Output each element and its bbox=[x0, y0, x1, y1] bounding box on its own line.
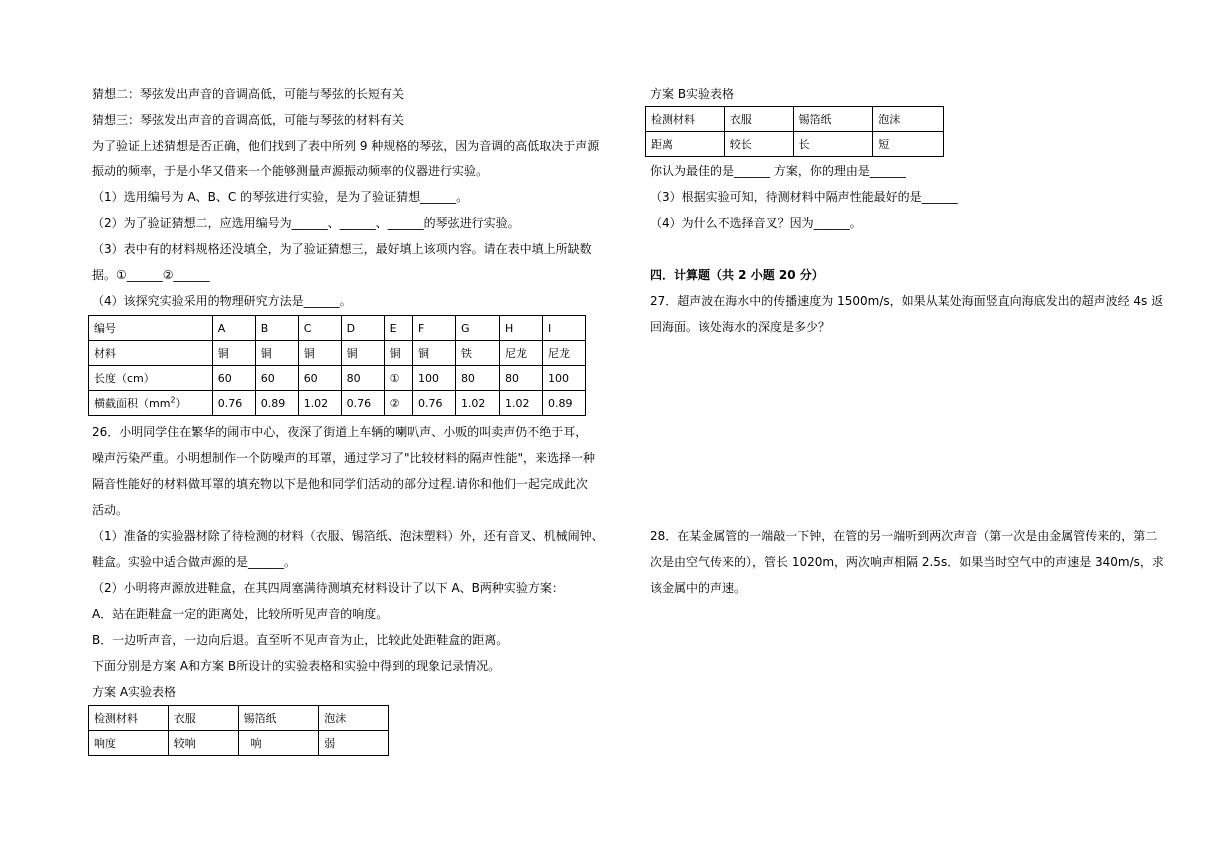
table-cell: 80 bbox=[341, 366, 384, 391]
table-cell: 检测材料 bbox=[646, 107, 725, 132]
question-2: （2）为了验证猜想二，应选用编号为______、______、______的琴弦进行实验。 bbox=[92, 216, 520, 230]
problem-26-q1-line-2: 鞋盒。实验中适合做声源的是______。 bbox=[92, 555, 297, 569]
table-cell: 铜 bbox=[384, 341, 412, 366]
table-cell: 衣服 bbox=[168, 706, 238, 731]
table-cell: E bbox=[384, 316, 412, 341]
problem-27-line-1: 27．超声波在海水中的传播速度为 1500m/s，如果从某处海面竖直向海底发出的超声波经 4s 返 bbox=[650, 294, 1164, 308]
table-cell: B bbox=[255, 316, 298, 341]
intro-line-2: 振动的频率，于是小华又借来一个能够测量声源振动频率的仪器进行实验。 bbox=[92, 164, 489, 178]
hypothesis-3: 猜想三：琴弦发出声音的音调高低，可能与琴弦的材料有关 bbox=[92, 113, 405, 127]
problem-26-q1-line-1: （1）准备的实验器材除了待检测的材料（衣服、锡箔纸、泡沫塑料）外，还有音叉、机械闹钟、 bbox=[92, 529, 604, 543]
table-cell: 泡沫 bbox=[873, 107, 944, 132]
problem-26-q2: （2）小明将声源放进鞋盒，在其四周塞满待测填充材料设计了以下 A、B两种实验方案： bbox=[92, 581, 564, 595]
table-cell: 0.89 bbox=[255, 391, 298, 416]
hypothesis-2: 猜想二：琴弦发出声音的音调高低，可能与琴弦的长短有关 bbox=[92, 87, 405, 101]
table-cell: 铁 bbox=[455, 341, 499, 366]
problem-28-line-1: 28．在某金属管的一端敲一下钟，在管的另一端听到两次声音（第一次是由金属管传来的，第二 bbox=[650, 529, 1158, 543]
area-superscript: 2 bbox=[170, 395, 176, 405]
question-4: （4）该探究实验采用的物理研究方法是______。 bbox=[92, 294, 352, 308]
plan-b-description: B．一边听声音，一边向后退。直至听不见声音为止，比较此处距鞋盒的距离。 bbox=[92, 633, 509, 647]
best-plan-question: 你认为最佳的是______ 方案，你的理由是______ bbox=[650, 164, 906, 178]
question-3-line-1: （3）表中有的材料规格还没填全，为了验证猜想三，最好填上该项内容。请在表中填上所缺数 bbox=[92, 242, 592, 256]
table-cell: A bbox=[212, 316, 255, 341]
plan-b-title: 方案 B实验表格 bbox=[650, 87, 735, 101]
table-cell: 距离 bbox=[646, 132, 725, 157]
table-cell: 80 bbox=[455, 366, 499, 391]
table-cell: 泡沫 bbox=[319, 706, 389, 731]
table-cell: 60 bbox=[298, 366, 341, 391]
table-cell: 1.02 bbox=[298, 391, 341, 416]
table-cell bbox=[89, 391, 213, 416]
table-cell: 尼龙 bbox=[499, 341, 542, 366]
table-cell: ② bbox=[384, 391, 412, 416]
table-cell: 0.76 bbox=[412, 391, 455, 416]
table-cell: F bbox=[412, 316, 455, 341]
table-cell: 铜 bbox=[412, 341, 455, 366]
table-cell: 衣服 bbox=[724, 107, 793, 132]
area-label-close: ） bbox=[175, 397, 187, 410]
table-cell: 0.89 bbox=[542, 391, 585, 416]
table-cell: 铜 bbox=[341, 341, 384, 366]
plan-a-description: A．站在距鞋盒一定的距离处，比较所听见声音的响度。 bbox=[92, 607, 389, 621]
table-cell: H bbox=[499, 316, 542, 341]
table-cell: D bbox=[341, 316, 384, 341]
table-cell: 编号 bbox=[89, 316, 213, 341]
table-cell: 100 bbox=[412, 366, 455, 391]
table-row bbox=[89, 391, 586, 416]
table-cell: 60 bbox=[255, 366, 298, 391]
table-row bbox=[89, 316, 586, 341]
table-cell: 80 bbox=[499, 366, 542, 391]
table-cell: 尼龙 bbox=[542, 341, 585, 366]
table-cell: 材料 bbox=[89, 341, 213, 366]
table-cell: 检测材料 bbox=[89, 706, 169, 731]
table-cell: 长度（cm） bbox=[89, 366, 213, 391]
problem-26-line-4: 活动。 bbox=[92, 503, 129, 517]
table-cell: 较响 bbox=[168, 731, 238, 756]
table-row bbox=[89, 731, 389, 756]
table-cell: 响度 bbox=[89, 731, 169, 756]
table-cell: 60 bbox=[212, 366, 255, 391]
table-cell: 铜 bbox=[298, 341, 341, 366]
question-3-right: （3）根据实验可知，待测材料中隔声性能最好的是______ bbox=[650, 190, 958, 204]
table-cell: 1.02 bbox=[455, 391, 499, 416]
table-cell: 0.76 bbox=[341, 391, 384, 416]
table-cell: 较长 bbox=[724, 132, 793, 157]
section-title: 四．计算题（共 2 小题 20 分） bbox=[650, 268, 824, 282]
table-cell: 锡箔纸 bbox=[793, 107, 873, 132]
question-1: （1）选用编号为 A、B、C 的琴弦进行实验，是为了验证猜想______。 bbox=[92, 190, 469, 204]
tables-intro: 下面分别是方案 A和方案 B所设计的实验表格和实验中得到的现象记录情况。 bbox=[92, 659, 501, 673]
string-spec-table bbox=[88, 315, 586, 416]
plan-a-table bbox=[88, 705, 389, 756]
problem-26-line-1: 26．小明同学住在繁华的闹市中心，夜深了街道上车辆的喇叭声、小贩的叫卖声仍不绝于耳， bbox=[92, 425, 588, 439]
table-cell: 0.76 bbox=[212, 391, 255, 416]
table-row bbox=[646, 107, 944, 132]
table-cell: 短 bbox=[873, 132, 944, 157]
plan-b-table bbox=[645, 106, 944, 157]
table-row bbox=[89, 706, 389, 731]
table-cell: 1.02 bbox=[499, 391, 542, 416]
question-3-line-2: 据。①______②______ bbox=[92, 268, 210, 282]
table-cell: I bbox=[542, 316, 585, 341]
table-row bbox=[89, 341, 586, 366]
problem-27-line-2: 回海面。该处海水的深度是多少？ bbox=[650, 320, 831, 334]
problem-26-line-3: 隔音性能好的材料做耳罩的填充物以下是他和同学们活动的部分过程.请你和他们一起完成此次 bbox=[92, 477, 588, 491]
problem-26-line-2: 噪声污染严重。小明想制作一个防噪声的耳罩，通过学习了"比较材料的隔声性能"，来选择一种 bbox=[92, 451, 596, 465]
question-4-right: （4）为什么不选择音叉？因为______。 bbox=[650, 216, 862, 230]
table-cell: 长 bbox=[793, 132, 873, 157]
table-cell: 100 bbox=[542, 366, 585, 391]
intro-line-1: 为了验证上述猜想是否正确，他们找到了表中所列 9 种规格的琴弦，因为音调的高低取决于声源 bbox=[92, 139, 600, 153]
table-cell: ① bbox=[384, 366, 412, 391]
table-cell: 弱 bbox=[319, 731, 389, 756]
table-cell: 铜 bbox=[255, 341, 298, 366]
table-cell: G bbox=[455, 316, 499, 341]
problem-28-line-3: 该金属中的声速。 bbox=[650, 581, 747, 595]
table-cell: 铜 bbox=[212, 341, 255, 366]
table-cell: 锡箔纸 bbox=[238, 706, 319, 731]
plan-a-title: 方案 A实验表格 bbox=[92, 685, 177, 699]
table-row bbox=[89, 366, 586, 391]
area-label: 横截面积（mm bbox=[94, 397, 171, 410]
table-cell: 响 bbox=[238, 731, 319, 756]
table-cell: C bbox=[298, 316, 341, 341]
table-row bbox=[646, 132, 944, 157]
problem-28-line-2: 次是由空气传来的），管长 1020m，两次响声相隔 2.5s．如果当时空气中的声速是 340m/s，求 bbox=[650, 555, 1164, 569]
